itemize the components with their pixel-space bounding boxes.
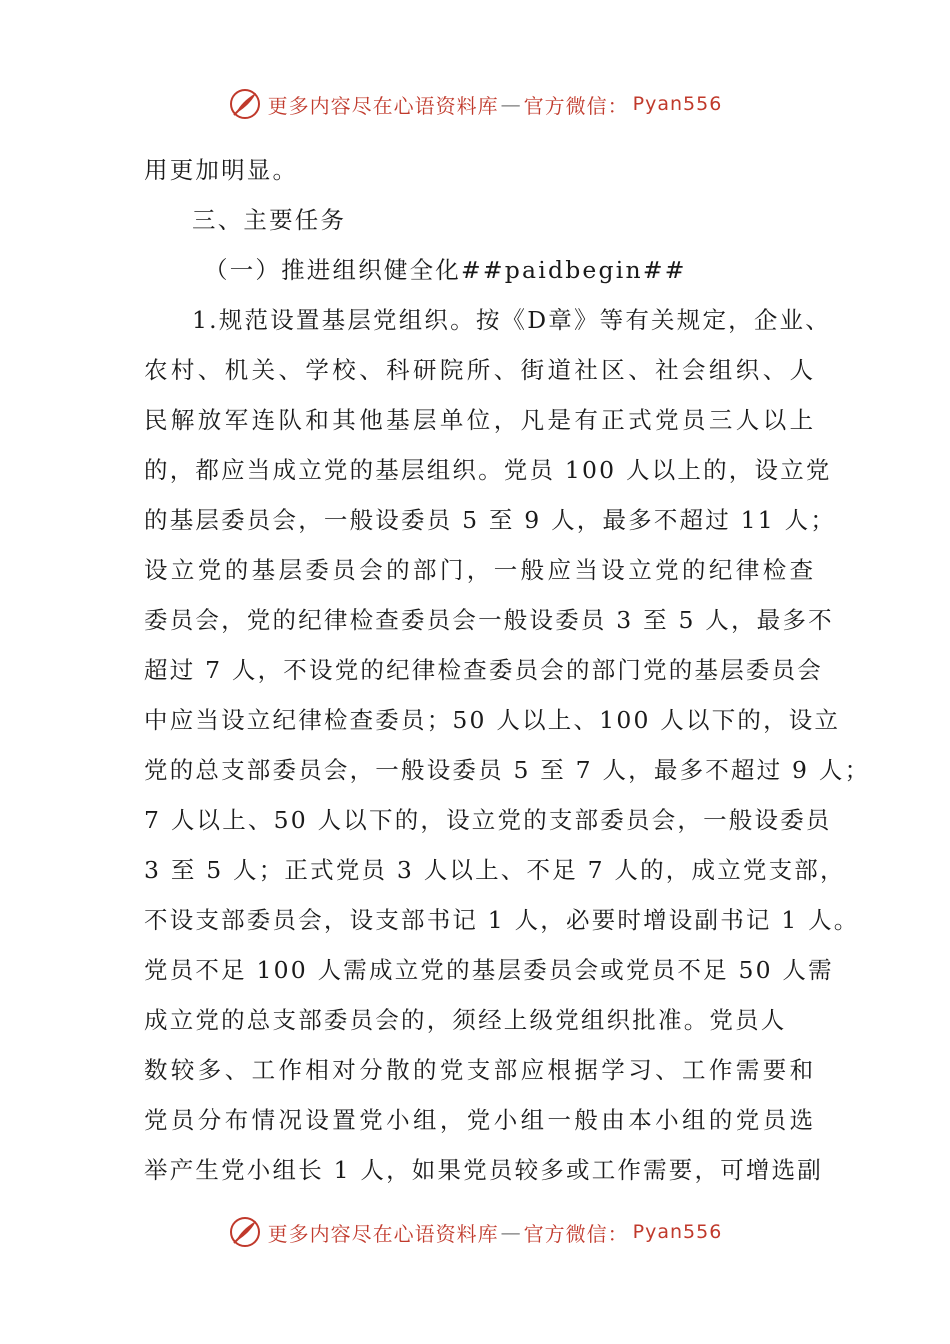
text-line: 的基层委员会，一般设委员 5 至 9 人，最多不超过 11 人； [144, 506, 837, 534]
watermark-handle: Pyan556 [632, 93, 723, 115]
text-line: 农村、机关、学校、科研院所、街道社区、社会组织、人 [144, 356, 817, 384]
document-body [144, 145, 871, 1195]
watermark-dash: — [500, 92, 522, 116]
footer-watermark [0, 1212, 950, 1252]
text-line: 举产生党小组长 1 人，如果党员较多或工作需要，可增选副 [144, 1156, 823, 1184]
watermark-main-text: 更多内容尽在心语资料库 [267, 1221, 499, 1246]
text-line: 超过 7 人，不设党的纪律检查委员会的部门党的基层委员会 [144, 656, 823, 684]
text-line: 党员分布情况设置党小组，党小组一般由本小组的党员选 [144, 1106, 817, 1134]
text-line: 1.规范设置基层党组织。按《D章》等有关规定，企业、 [192, 306, 831, 334]
text-line: 党员不足 100 人需成立党的基层委员会或党员不足 50 人需 [144, 956, 834, 984]
text-line: 设立党的基层委员会的部门，一般应当设立党的纪律检查 [144, 556, 817, 584]
text-line: 的，都应当成立党的基层组织。党员 100 人以上的，设立党 [144, 456, 832, 484]
watermark-official-label: 官方微信： [523, 1221, 629, 1246]
text-line: 用更加明显。 [144, 156, 299, 184]
text-line: 3 至 5 人；正式党员 3 人以上、不足 7 人的，成立党支部， [144, 856, 846, 884]
quill-logo-icon [228, 87, 262, 121]
watermark-handle: Pyan556 [632, 1221, 723, 1243]
quill-logo-icon [228, 1215, 262, 1249]
text-line: 民解放军连队和其他基层单位，凡是有正式党员三人以上 [144, 406, 817, 434]
subsection-heading: （一）推进组织健全化##paidbegin## [204, 256, 687, 284]
text-line: 数较多、工作相对分散的党支部应根据学习、工作需要和 [144, 1056, 817, 1084]
watermark-main-text: 更多内容尽在心语资料库 [267, 93, 499, 118]
header-watermark [0, 84, 950, 124]
text-line: 委员会，党的纪律检查委员会一般设委员 3 至 5 人，最多不 [144, 606, 834, 634]
text-line: 中应当设立纪律检查委员；50 人以上、100 人以下的，设立 [144, 706, 841, 734]
watermark-dash: — [500, 1220, 522, 1244]
watermark-official-label: 官方微信： [523, 93, 629, 118]
text-line: 不设支部委员会，设支部书记 1 人，必要时增设副书记 1 人。 [144, 906, 860, 934]
text-line: 党的总支部委员会，一般设委员 5 至 7 人，最多不超过 9 人； [144, 756, 871, 784]
text-line: 成立党的总支部委员会的，须经上级党组织批准。党员人 [144, 1006, 787, 1034]
text-line: 7 人以上、50 人以下的，设立党的支部委员会，一般设委员 [144, 806, 832, 834]
section-heading: 三、主要任务 [192, 206, 347, 234]
